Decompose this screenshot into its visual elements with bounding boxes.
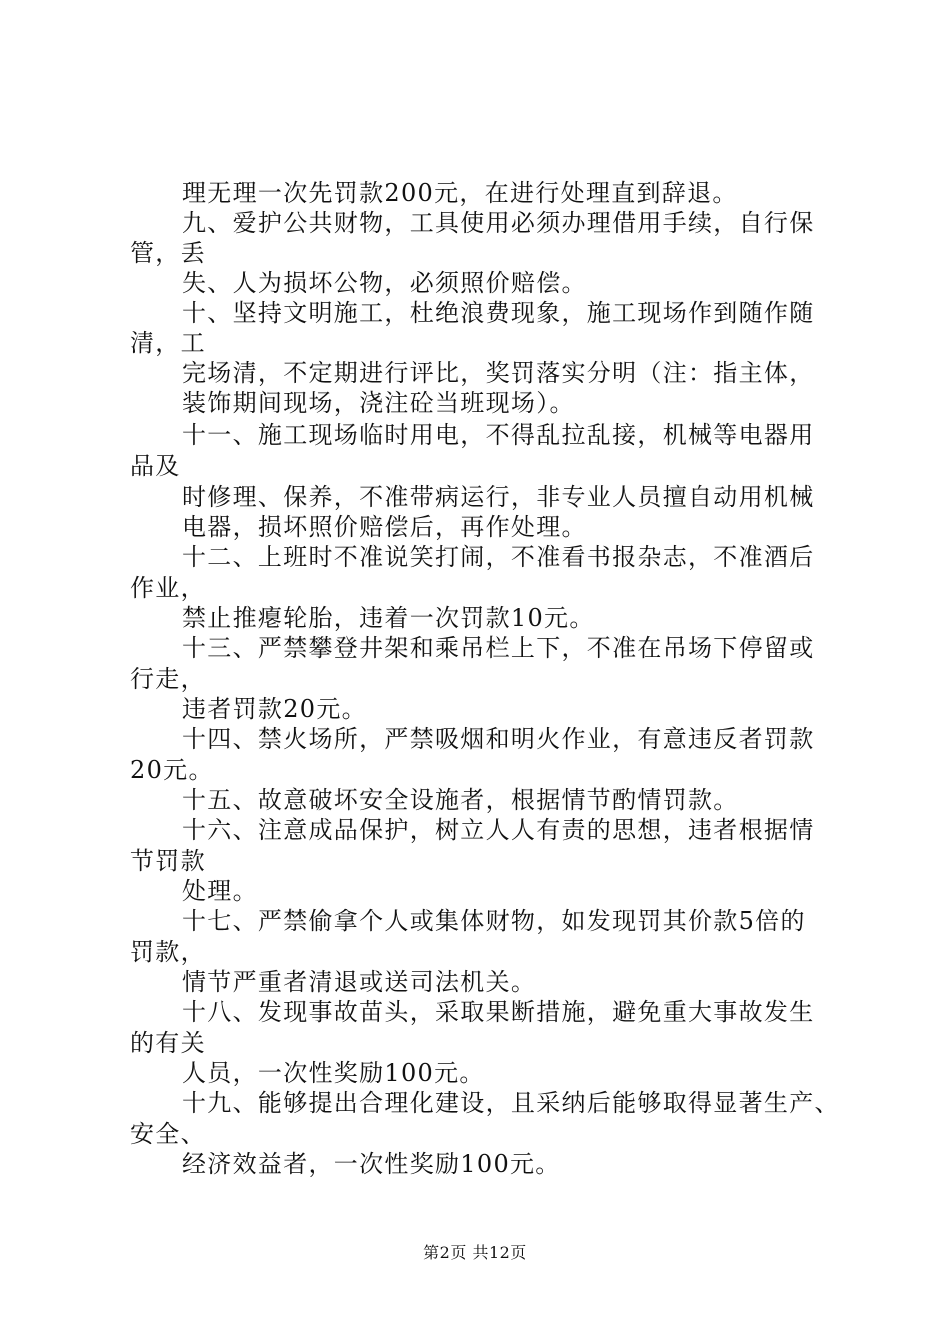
text-line: 完场清，不定期进行评比，奖罚落实分明（注：指主体， [182,359,815,387]
text-line: 十二、上班时不准说笑打闹，不准看书报杂志，不准酒后 [182,543,815,571]
text-line: 处理。 [182,877,258,905]
text-line: 安全、 [130,1120,206,1148]
text-line: 节罚款 [130,847,206,875]
text-line: 人员，一次性奖励100元。 [182,1059,485,1087]
text-line: 九、爱护公共财物，工具使用必须办理借用手续，自行保 [182,209,815,237]
text-line: 十四、禁火场所，严禁吸烟和明火作业，有意违反者罚款 [182,725,815,753]
text-line: 十八、发现事故苗头，采取果断措施，避免重大事故发生 [182,998,815,1026]
text-line: 十五、故意破坏安全设施者，根据情节酌情罚款。 [182,786,739,814]
text-line: 禁止推瘪轮胎，违着一次罚款10元。 [182,604,595,632]
text-line: 经济效益者，一次性奖励100元。 [182,1150,561,1178]
text-line: 十一、施工现场临时用电，不得乱拉乱接，机械等电器用 [182,421,815,449]
text-line: 十六、注意成品保护，树立人人有责的思想，违者根据情 [182,816,815,844]
text-line: 违者罚款20元。 [182,695,367,723]
text-line: 失、人为损坏公物，必须照价赔偿。 [182,269,587,297]
text-line: 时修理、保养，不准带病运行，非专业人员擅自动用机械 [182,483,815,511]
text-line: 理无理一次先罚款200元，在进行处理直到辞退。 [182,179,738,207]
text-line: 装饰期间现场，浇注砼当班现场）。 [182,389,575,417]
page-footer: 第2页 共12页 [423,1243,527,1262]
text-line: 情节严重者清退或送司法机关。 [182,968,537,996]
text-line: 十七、严禁偷拿个人或集体财物，如发现罚其价款5倍的 [182,907,806,935]
text-line: 十、坚持文明施工，杜绝浪费现象，施工现场作到随作随 [182,299,815,327]
text-line: 电器，损坏照价赔偿后，再作处理。 [182,513,587,541]
text-line: 管，丢 [130,239,206,267]
text-line: 十九、能够提出合理化建设，且采纳后能够取得显著生产、 [182,1089,840,1117]
text-line: 十三、严禁攀登井架和乘吊栏上下，不准在吊场下停留或 [182,634,815,662]
text-line: 20元。 [130,756,214,784]
text-line: 的有关 [130,1029,206,1057]
text-line: 罚款， [130,938,206,966]
text-line: 行走， [130,665,206,693]
text-line: 作业， [130,574,206,602]
text-line: 清，工 [130,329,206,357]
text-line: 品及 [130,452,181,480]
